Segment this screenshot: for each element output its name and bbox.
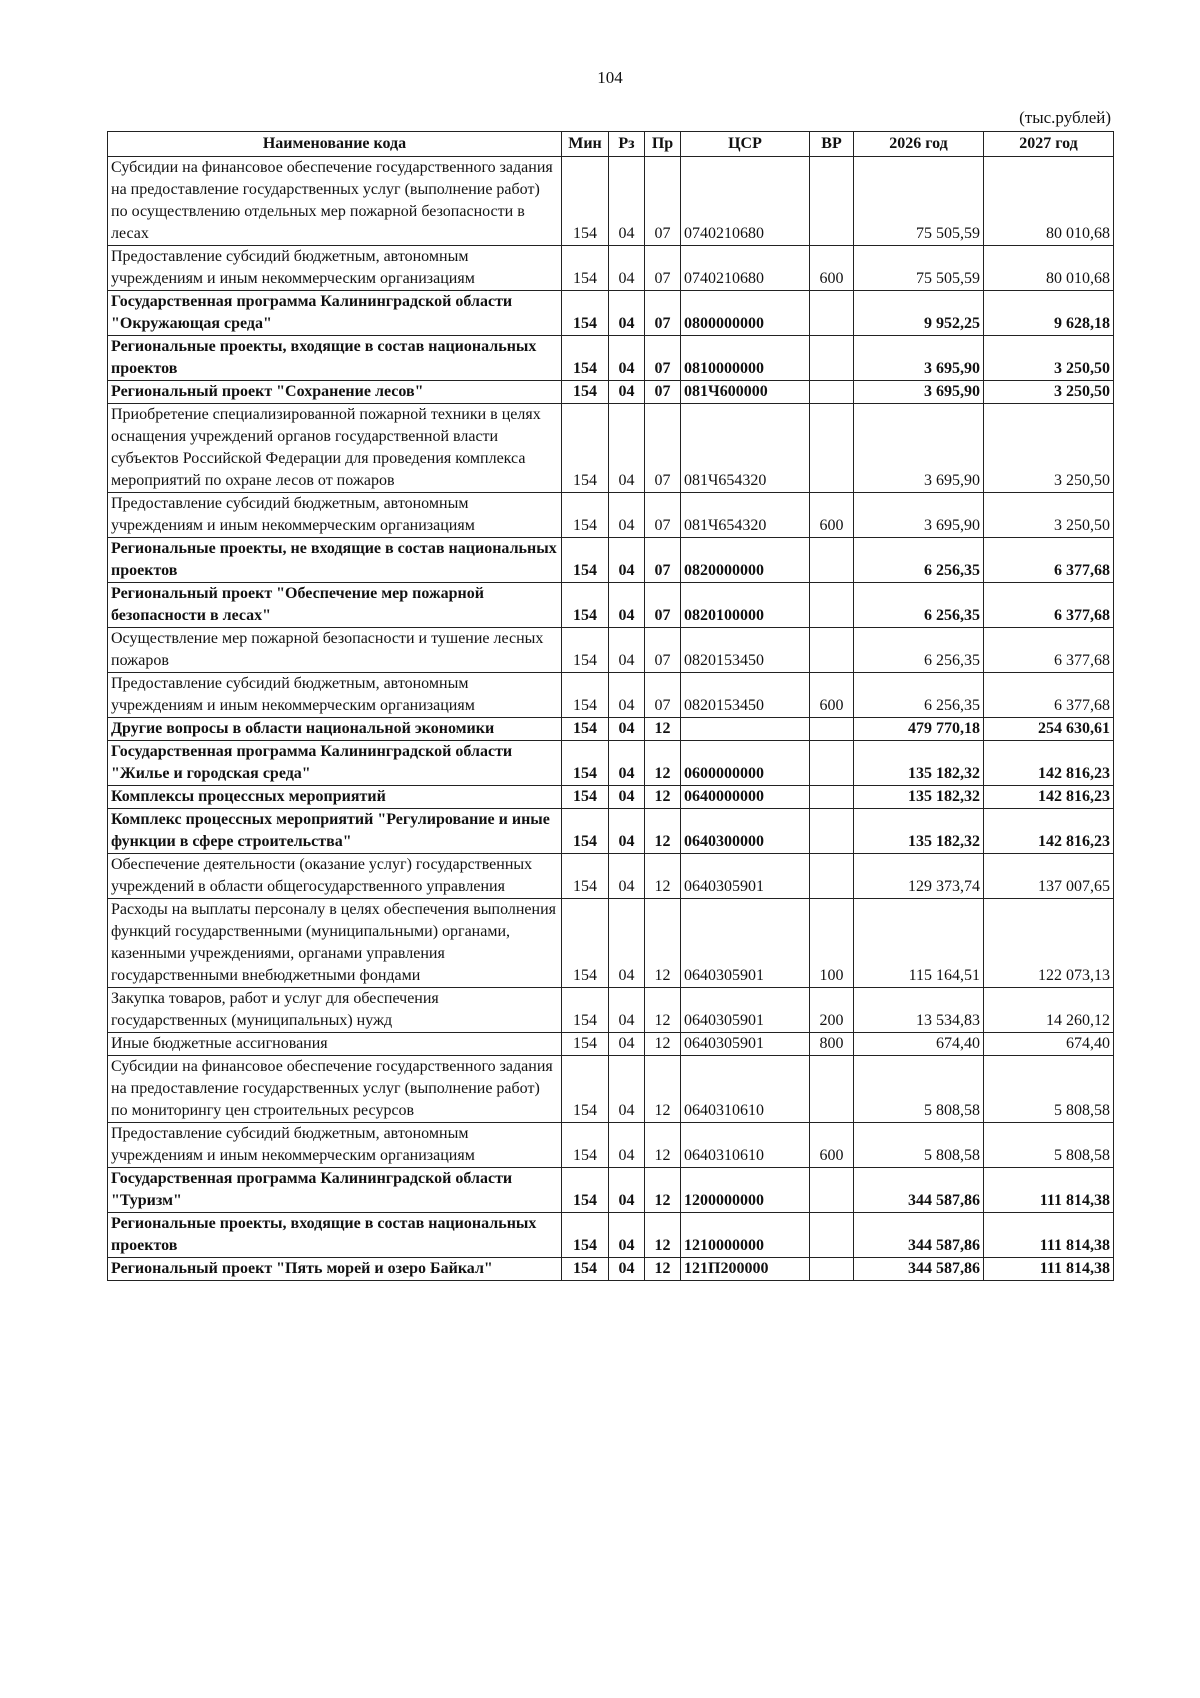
row-2027: 5 808,58 (984, 1056, 1114, 1123)
table-row (108, 988, 1114, 1033)
table-row (108, 583, 1114, 628)
row-csr: 1210000000 (681, 1213, 810, 1258)
row-name: Обеспечение деятельности (оказание услуг) государственных учреждений в области общегосударственного управления (108, 854, 562, 899)
row-2027: 111 814,38 (984, 1168, 1114, 1213)
row-vr (810, 291, 854, 336)
row-csr: 0640305901 (681, 899, 810, 988)
row-2027: 142 816,23 (984, 741, 1114, 786)
row-name: Другие вопросы в области национальной экономики (108, 718, 562, 741)
row-vr: 200 (810, 988, 854, 1033)
header-name: Наименование кода (108, 132, 562, 157)
row-pr: 07 (645, 291, 681, 336)
page-number: 104 (597, 68, 623, 87)
row-2027: 3 250,50 (984, 404, 1114, 493)
row-rz: 04 (609, 404, 645, 493)
row-rz: 04 (609, 538, 645, 583)
header-csr: ЦСР (681, 132, 810, 157)
header-min: Мин (562, 132, 609, 157)
row-2026: 13 534,83 (854, 988, 984, 1033)
budget-table (107, 131, 1114, 1281)
row-min: 154 (562, 1123, 609, 1168)
row-csr: 0820000000 (681, 538, 810, 583)
row-vr: 800 (810, 1033, 854, 1056)
row-2026: 3 695,90 (854, 381, 984, 404)
row-min: 154 (562, 1213, 609, 1258)
row-vr (810, 741, 854, 786)
row-csr: 0740210680 (681, 246, 810, 291)
table-row (108, 538, 1114, 583)
table-row (108, 673, 1114, 718)
table-row (108, 1258, 1114, 1281)
row-csr: 081Ч654320 (681, 493, 810, 538)
row-vr (810, 854, 854, 899)
header-row (108, 132, 1114, 157)
row-pr: 12 (645, 1033, 681, 1056)
row-min: 154 (562, 493, 609, 538)
row-min: 154 (562, 381, 609, 404)
row-2026: 6 256,35 (854, 583, 984, 628)
row-vr (810, 381, 854, 404)
row-2026: 6 256,35 (854, 673, 984, 718)
row-name: Региональные проекты, не входящие в состав национальных проектов (108, 538, 562, 583)
row-min: 154 (562, 988, 609, 1033)
row-2026: 6 256,35 (854, 628, 984, 673)
table-row (108, 899, 1114, 988)
row-csr: 0810000000 (681, 336, 810, 381)
row-2026: 344 587,86 (854, 1213, 984, 1258)
row-vr: 600 (810, 246, 854, 291)
row-2027: 254 630,61 (984, 718, 1114, 741)
row-2026: 75 505,59 (854, 157, 984, 246)
row-min: 154 (562, 538, 609, 583)
table-row (108, 404, 1114, 493)
row-min: 154 (562, 673, 609, 718)
table-row (108, 1033, 1114, 1056)
row-pr: 12 (645, 1213, 681, 1258)
row-pr: 07 (645, 583, 681, 628)
row-2027: 3 250,50 (984, 381, 1114, 404)
row-rz: 04 (609, 1123, 645, 1168)
row-name: Региональные проекты, входящие в состав национальных проектов (108, 1213, 562, 1258)
row-rz: 04 (609, 493, 645, 538)
row-pr: 12 (645, 1258, 681, 1281)
row-rz: 04 (609, 854, 645, 899)
row-csr: 0800000000 (681, 291, 810, 336)
row-2027: 111 814,38 (984, 1258, 1114, 1281)
row-2027: 122 073,13 (984, 899, 1114, 988)
row-csr: 0640310610 (681, 1056, 810, 1123)
row-2027: 80 010,68 (984, 157, 1114, 246)
row-2026: 344 587,86 (854, 1258, 984, 1281)
row-rz: 04 (609, 583, 645, 628)
row-2027: 5 808,58 (984, 1123, 1114, 1168)
row-rz: 04 (609, 628, 645, 673)
row-min: 154 (562, 157, 609, 246)
row-2026: 674,40 (854, 1033, 984, 1056)
row-pr: 12 (645, 854, 681, 899)
row-vr (810, 336, 854, 381)
table-row (108, 1168, 1114, 1213)
table-row (108, 628, 1114, 673)
row-2027: 3 250,50 (984, 493, 1114, 538)
row-2027: 6 377,68 (984, 673, 1114, 718)
row-vr (810, 583, 854, 628)
row-pr: 12 (645, 988, 681, 1033)
row-2026: 5 808,58 (854, 1123, 984, 1168)
row-name: Субсидии на финансовое обеспечение государственного задания на предоставление государственных услуг (выполнение работ) по осуществлению отдельных мер пожарной безопасности в лесах (108, 157, 562, 246)
row-2026: 344 587,86 (854, 1168, 984, 1213)
row-pr: 12 (645, 1123, 681, 1168)
row-2026: 3 695,90 (854, 493, 984, 538)
row-2027: 142 816,23 (984, 786, 1114, 809)
table-row (108, 809, 1114, 854)
row-pr: 12 (645, 786, 681, 809)
row-csr: 0820100000 (681, 583, 810, 628)
row-2026: 5 808,58 (854, 1056, 984, 1123)
row-2027: 9 628,18 (984, 291, 1114, 336)
row-pr: 12 (645, 1056, 681, 1123)
table-row (108, 741, 1114, 786)
table-row (108, 381, 1114, 404)
row-name: Предоставление субсидий бюджетным, автономным учреждениям и иным некоммерческим организациям (108, 673, 562, 718)
row-min: 154 (562, 809, 609, 854)
row-2027: 80 010,68 (984, 246, 1114, 291)
row-rz: 04 (609, 1213, 645, 1258)
row-name: Региональный проект "Сохранение лесов" (108, 381, 562, 404)
row-2027: 6 377,68 (984, 628, 1114, 673)
row-min: 154 (562, 1258, 609, 1281)
row-pr: 12 (645, 899, 681, 988)
row-2027: 674,40 (984, 1033, 1114, 1056)
row-pr: 07 (645, 673, 681, 718)
row-name: Приобретение специализированной пожарной техники в целях оснащения учреждений органов государственной власти субъектов Российской Федерации для проведения комплекса мероприятий по охране лесов от пожаров (108, 404, 562, 493)
row-rz: 04 (609, 809, 645, 854)
table-row (108, 718, 1114, 741)
row-csr: 0820153450 (681, 628, 810, 673)
table-row (108, 157, 1114, 246)
header-pr: Пр (645, 132, 681, 157)
row-2026: 6 256,35 (854, 538, 984, 583)
row-rz: 04 (609, 157, 645, 246)
row-rz: 04 (609, 988, 645, 1033)
row-min: 154 (562, 1033, 609, 1056)
row-pr: 12 (645, 809, 681, 854)
table-row (108, 1213, 1114, 1258)
row-2026: 479 770,18 (854, 718, 984, 741)
row-2026: 3 695,90 (854, 336, 984, 381)
row-rz: 04 (609, 899, 645, 988)
row-min: 154 (562, 786, 609, 809)
row-2027: 111 814,38 (984, 1213, 1114, 1258)
row-pr: 07 (645, 157, 681, 246)
row-csr: 081Ч600000 (681, 381, 810, 404)
row-rz: 04 (609, 1258, 645, 1281)
row-pr: 12 (645, 741, 681, 786)
row-vr (810, 718, 854, 741)
row-vr: 600 (810, 493, 854, 538)
row-min: 154 (562, 246, 609, 291)
row-name: Государственная программа Калининградской области "Туризм" (108, 1168, 562, 1213)
header-2026: 2026 год (854, 132, 984, 157)
row-2026: 115 164,51 (854, 899, 984, 988)
row-name: Предоставление субсидий бюджетным, автономным учреждениям и иным некоммерческим организациям (108, 1123, 562, 1168)
row-vr (810, 1258, 854, 1281)
row-csr (681, 718, 810, 741)
row-2026: 3 695,90 (854, 404, 984, 493)
row-rz: 04 (609, 381, 645, 404)
table-row (108, 493, 1114, 538)
row-pr: 07 (645, 336, 681, 381)
row-2027: 6 377,68 (984, 538, 1114, 583)
row-name: Региональный проект "Пять морей и озеро Байкал" (108, 1258, 562, 1281)
row-vr (810, 1168, 854, 1213)
row-name: Осуществление мер пожарной безопасности и тушение лесных пожаров (108, 628, 562, 673)
table-row (108, 336, 1114, 381)
row-csr: 0640305901 (681, 1033, 810, 1056)
row-min: 154 (562, 404, 609, 493)
row-name: Комплексы процессных мероприятий (108, 786, 562, 809)
table-row (108, 854, 1114, 899)
row-2026: 75 505,59 (854, 246, 984, 291)
row-vr (810, 628, 854, 673)
row-vr: 600 (810, 1123, 854, 1168)
row-csr: 0600000000 (681, 741, 810, 786)
table-row (108, 246, 1114, 291)
row-vr: 600 (810, 673, 854, 718)
row-rz: 04 (609, 673, 645, 718)
row-name: Закупка товаров, работ и услуг для обеспечения государственных (муниципальных) нужд (108, 988, 562, 1033)
row-vr (810, 157, 854, 246)
row-name: Региональные проекты, входящие в состав национальных проектов (108, 336, 562, 381)
row-rz: 04 (609, 741, 645, 786)
row-rz: 04 (609, 291, 645, 336)
row-min: 154 (562, 583, 609, 628)
row-name: Региональный проект "Обеспечение мер пожарной безопасности в лесах" (108, 583, 562, 628)
row-rz: 04 (609, 246, 645, 291)
table-row (108, 291, 1114, 336)
units-label: (тыс.рублей) (1019, 108, 1111, 127)
row-name: Государственная программа Калининградской области "Жилье и городская среда" (108, 741, 562, 786)
row-2027: 142 816,23 (984, 809, 1114, 854)
row-min: 154 (562, 718, 609, 741)
row-pr: 07 (645, 381, 681, 404)
header-vr: ВР (810, 132, 854, 157)
row-vr (810, 538, 854, 583)
row-min: 154 (562, 1056, 609, 1123)
row-min: 154 (562, 336, 609, 381)
row-csr: 121П200000 (681, 1258, 810, 1281)
row-vr (810, 786, 854, 809)
row-2027: 14 260,12 (984, 988, 1114, 1033)
row-2026: 129 373,74 (854, 854, 984, 899)
row-min: 154 (562, 899, 609, 988)
row-min: 154 (562, 1168, 609, 1213)
row-min: 154 (562, 291, 609, 336)
row-2026: 135 182,32 (854, 786, 984, 809)
row-pr: 12 (645, 1168, 681, 1213)
row-vr (810, 1056, 854, 1123)
row-rz: 04 (609, 1033, 645, 1056)
row-name: Комплекс процессных мероприятий "Регулирование и иные функции в сфере строительства" (108, 809, 562, 854)
row-rz: 04 (609, 336, 645, 381)
row-name: Расходы на выплаты персоналу в целях обеспечения выполнения функций государственными (муниципальными) органами, казенными учреждениями, органами управления государственными внебюджетными фондами (108, 899, 562, 988)
row-csr: 1200000000 (681, 1168, 810, 1213)
row-2026: 9 952,25 (854, 291, 984, 336)
row-name: Субсидии на финансовое обеспечение государственного задания на предоставление государственных услуг (выполнение работ) по мониторингу цен строительных ресурсов (108, 1056, 562, 1123)
row-2027: 6 377,68 (984, 583, 1114, 628)
table-row (108, 1056, 1114, 1123)
row-csr: 0640300000 (681, 809, 810, 854)
row-vr: 100 (810, 899, 854, 988)
header-rz: Рз (609, 132, 645, 157)
row-rz: 04 (609, 718, 645, 741)
row-name: Иные бюджетные ассигнования (108, 1033, 562, 1056)
table-row (108, 786, 1114, 809)
row-pr: 07 (645, 246, 681, 291)
header-2027: 2027 год (984, 132, 1114, 157)
table-body (108, 157, 1114, 1281)
row-rz: 04 (609, 1056, 645, 1123)
table-row (108, 1123, 1114, 1168)
row-pr: 07 (645, 493, 681, 538)
row-pr: 07 (645, 404, 681, 493)
row-csr: 0640305901 (681, 988, 810, 1033)
row-2027: 3 250,50 (984, 336, 1114, 381)
row-vr (810, 404, 854, 493)
row-min: 154 (562, 628, 609, 673)
row-csr: 0820153450 (681, 673, 810, 718)
row-min: 154 (562, 741, 609, 786)
row-pr: 07 (645, 628, 681, 673)
row-pr: 12 (645, 718, 681, 741)
row-2026: 135 182,32 (854, 809, 984, 854)
row-csr: 0640305901 (681, 854, 810, 899)
row-vr (810, 1213, 854, 1258)
row-name: Государственная программа Калининградской области "Окружающая среда" (108, 291, 562, 336)
row-rz: 04 (609, 786, 645, 809)
row-csr: 081Ч654320 (681, 404, 810, 493)
row-min: 154 (562, 854, 609, 899)
row-2026: 135 182,32 (854, 741, 984, 786)
row-vr (810, 809, 854, 854)
row-2027: 137 007,65 (984, 854, 1114, 899)
row-pr: 07 (645, 538, 681, 583)
row-csr: 0640000000 (681, 786, 810, 809)
row-rz: 04 (609, 1168, 645, 1213)
row-csr: 0740210680 (681, 157, 810, 246)
row-csr: 0640310610 (681, 1123, 810, 1168)
row-name: Предоставление субсидий бюджетным, автономным учреждениям и иным некоммерческим организациям (108, 493, 562, 538)
row-name: Предоставление субсидий бюджетным, автономным учреждениям и иным некоммерческим организациям (108, 246, 562, 291)
